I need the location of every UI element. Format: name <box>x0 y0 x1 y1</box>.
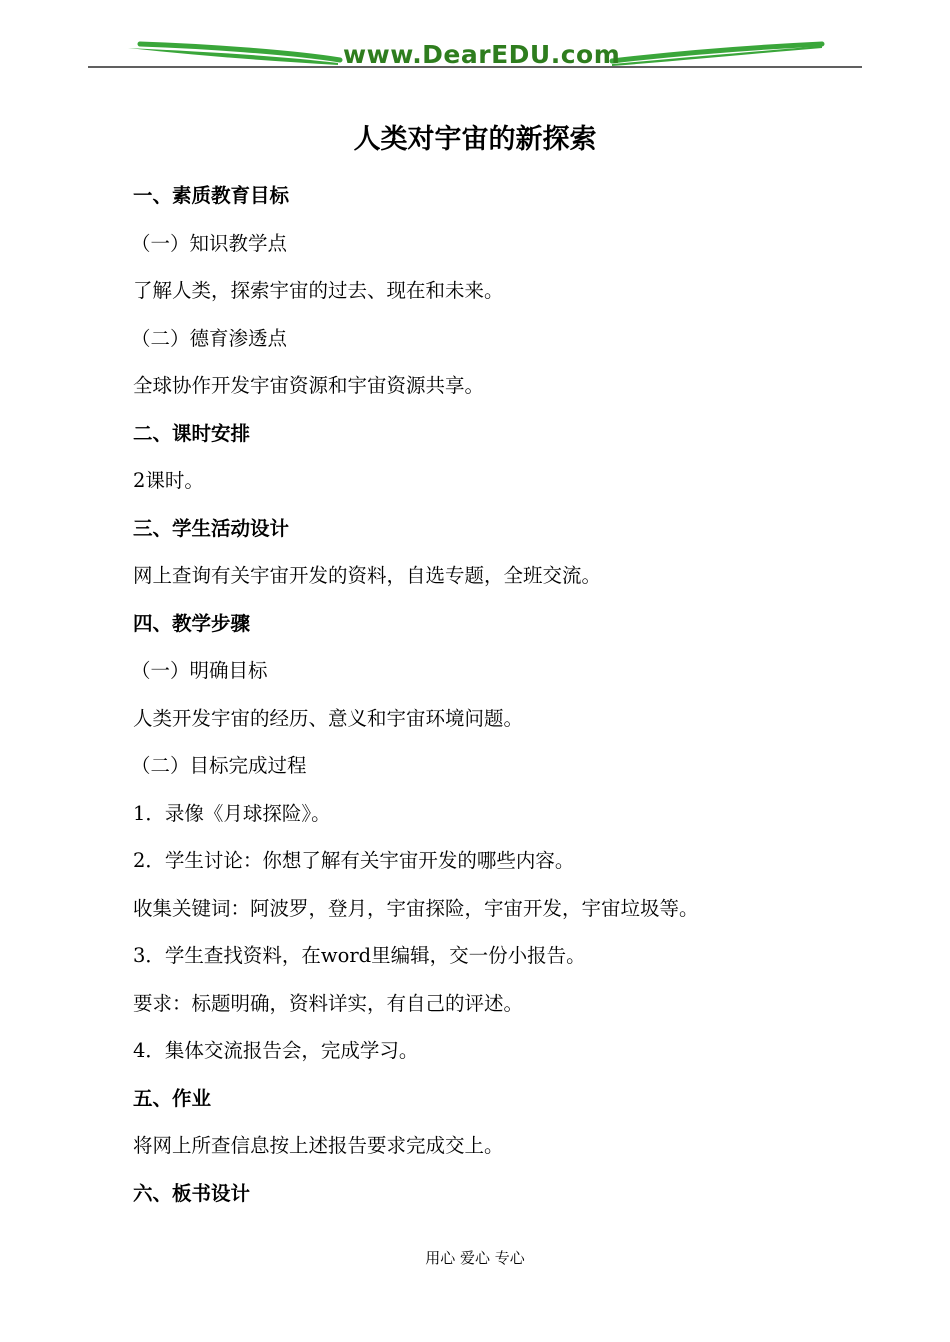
body-paragraph: 2课时。 <box>133 469 204 492</box>
body-paragraph: 收集关键词：阿波罗，登月，宇宙探险，宇宙开发，宇宙垃圾等。 <box>133 896 699 920</box>
site-logo-text: www.DearEDU.com <box>343 40 621 69</box>
section-heading: 四、教学步骤 <box>133 611 251 635</box>
body-paragraph: 全球协作开发宇宙资源和宇宙资源共享。 <box>133 374 485 397</box>
body-paragraph: 网上查询有关宇宙开发的资料，自选专题，全班交流。 <box>133 564 602 587</box>
section-heading: 三、学生活动设计 <box>133 516 290 540</box>
body-paragraph: 将网上所查信息按上述报告要求完成交上。 <box>133 1134 504 1157</box>
section-heading: 一、素质教育目标 <box>133 184 290 207</box>
body-paragraph: 3．学生查找资料，在word里编辑，交一份小报告。 <box>133 944 586 967</box>
subsection-heading: （一）知识教学点 <box>131 231 288 255</box>
body-paragraph: 1．录像《月球探险》。 <box>133 801 331 825</box>
section-heading: 五、作业 <box>133 1086 212 1110</box>
document-title: 人类对宇宙的新探索 <box>353 124 597 155</box>
subsection-heading: （二）德育渗透点 <box>131 326 288 350</box>
page-footer: 用心 爱心 专心 <box>425 1249 525 1267</box>
subsection-heading: （一）明确目标 <box>131 659 268 682</box>
section-heading: 六、板书设计 <box>133 1181 251 1205</box>
body-paragraph: 了解人类，探索宇宙的过去、现在和未来。 <box>133 279 504 302</box>
body-paragraph: 人类开发宇宙的经历、意义和宇宙环境问题。 <box>133 706 524 730</box>
page-header <box>0 30 950 75</box>
body-paragraph: 4．集体交流报告会，完成学习。 <box>133 1039 419 1062</box>
section-heading: 二、课时安排 <box>133 421 251 445</box>
body-paragraph: 2．学生讨论：你想了解有关宇宙开发的哪些内容。 <box>133 849 575 872</box>
subsection-heading: （二）目标完成过程 <box>131 754 307 777</box>
body-paragraph: 要求：标题明确，资料详实，有自己的评述。 <box>133 991 524 1015</box>
